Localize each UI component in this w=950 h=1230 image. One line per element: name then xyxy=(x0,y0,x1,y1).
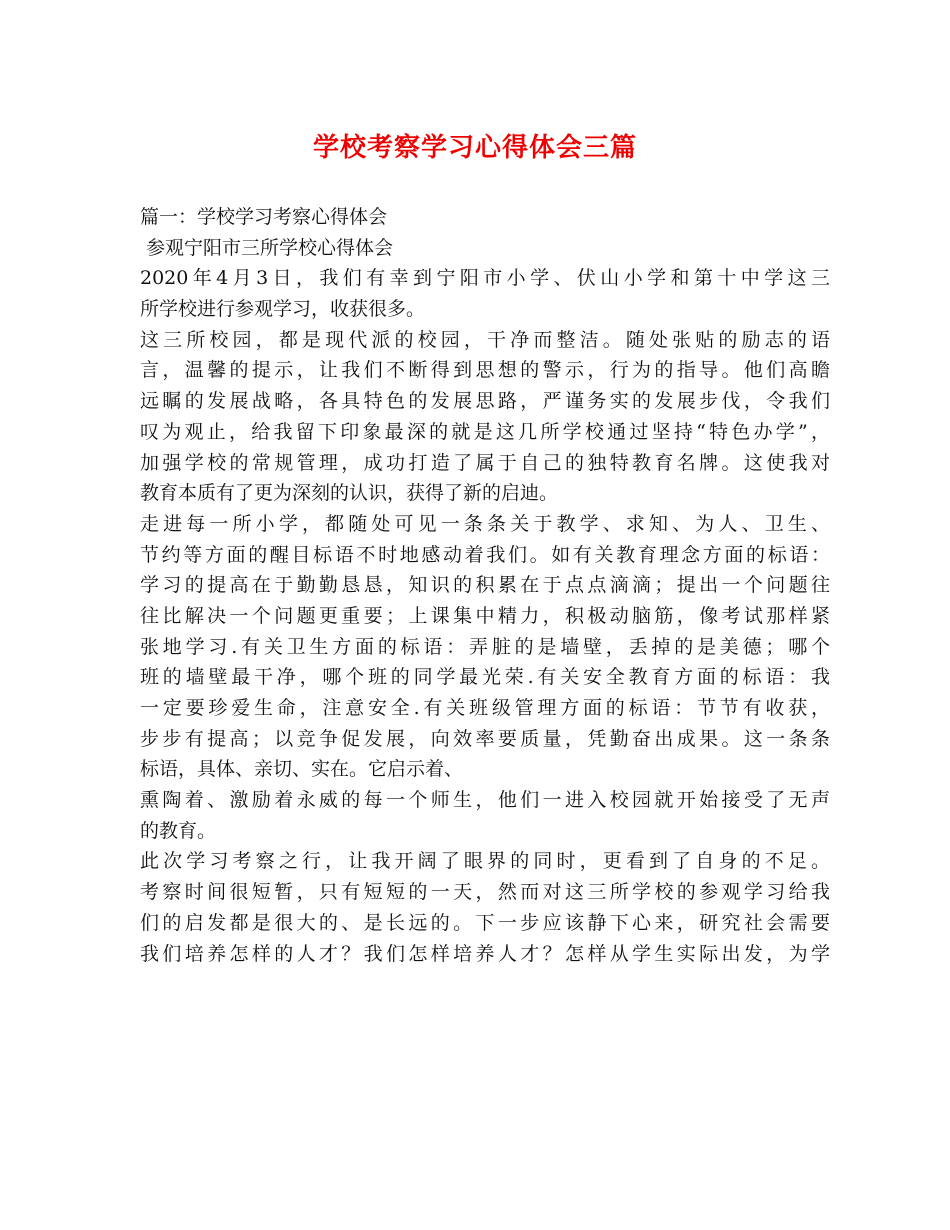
text-line: 所学校进行参观学习，收获很多。 xyxy=(140,298,426,321)
text-line: 们的启发都是很大的、是长远的。下一步应该静下心来，研究社会需要 xyxy=(140,911,830,934)
text-line: 一定要珍爱生命，注意安全.有关班级管理方面的标语：节节有收获， xyxy=(140,697,830,719)
text-line: 的教育。 xyxy=(140,819,217,842)
text-line: 教育本质有了更为深刻的认识，获得了新的启迪。 xyxy=(140,482,559,505)
document-title: 学校考察学习心得体会三篇 xyxy=(312,133,637,163)
text-line: 加强学校的常规管理，成功打造了属于自己的独特教育名牌。这使我对 xyxy=(140,451,830,474)
text-line: 班的墙壁最干净，哪个班的同学最光荣.有关安全教育方面的标语：我 xyxy=(140,666,830,689)
text-line: 我们培养怎样的人才？我们怎样培养人才？怎样从学生实际出发，为学 xyxy=(140,942,830,965)
text-line: 步步有提高；以竞争促发展，向效率要质量，凭勤奋出成果。这一条条 xyxy=(140,727,830,750)
text-line: 张地学习.有关卫生方面的标语：弄脏的是墙壁，丢掉的是美德；哪个 xyxy=(140,635,830,658)
text-line: 篇一：学校学习考察心得体会 xyxy=(140,206,388,228)
text-line: 参观宁阳市三所学校心得体会 xyxy=(140,236,394,259)
text-line: 2020年4月3日，我们有幸到宁阳市小学、伏山小学和第十中学这三 xyxy=(140,267,830,290)
text-line: 走进每一所小学，都随处可见一条条关于教学、求知、为人、卫生、 xyxy=(140,512,830,535)
text-line: 节约等方面的醒目标语不时地感动着我们。如有关教育理念方面的标语： xyxy=(140,543,830,566)
text-line: 学习的提高在于勤勤恳恳，知识的积累在于点点滴滴；提出一个问题往 xyxy=(140,574,830,597)
text-line: 这三所校园，都是现代派的校园，干净而整洁。随处张贴的励志的语 xyxy=(140,328,830,351)
text-line: 考察时间很短暂，只有短短的一天，然而对这三所学校的参观学习给我 xyxy=(140,881,830,904)
document-body xyxy=(140,202,830,969)
text-line: 往比解决一个问题更重要；上课集中精力，积极动脑筋，像考试那样紧 xyxy=(140,604,830,627)
text-line: 叹为观止，给我留下印象最深的就是这几所学校通过坚持“特色办学”， xyxy=(140,420,830,443)
text-line: 此次学习考察之行，让我开阔了眼界的同时，更看到了自身的不足。 xyxy=(140,850,830,873)
text-line: 熏陶着、激励着永威的每一个师生，他们一进入校园就开始接受了无声 xyxy=(140,789,830,812)
text-line: 远瞩的发展战略，各具特色的发展思路，严谨务实的发展步伐，令我们 xyxy=(140,390,830,413)
text-line: 言，温馨的提示，让我们不断得到思想的警示，行为的指导。他们高瞻 xyxy=(140,359,830,382)
text-line: 标语，具体、亲切、实在。它启示着、 xyxy=(140,758,464,781)
